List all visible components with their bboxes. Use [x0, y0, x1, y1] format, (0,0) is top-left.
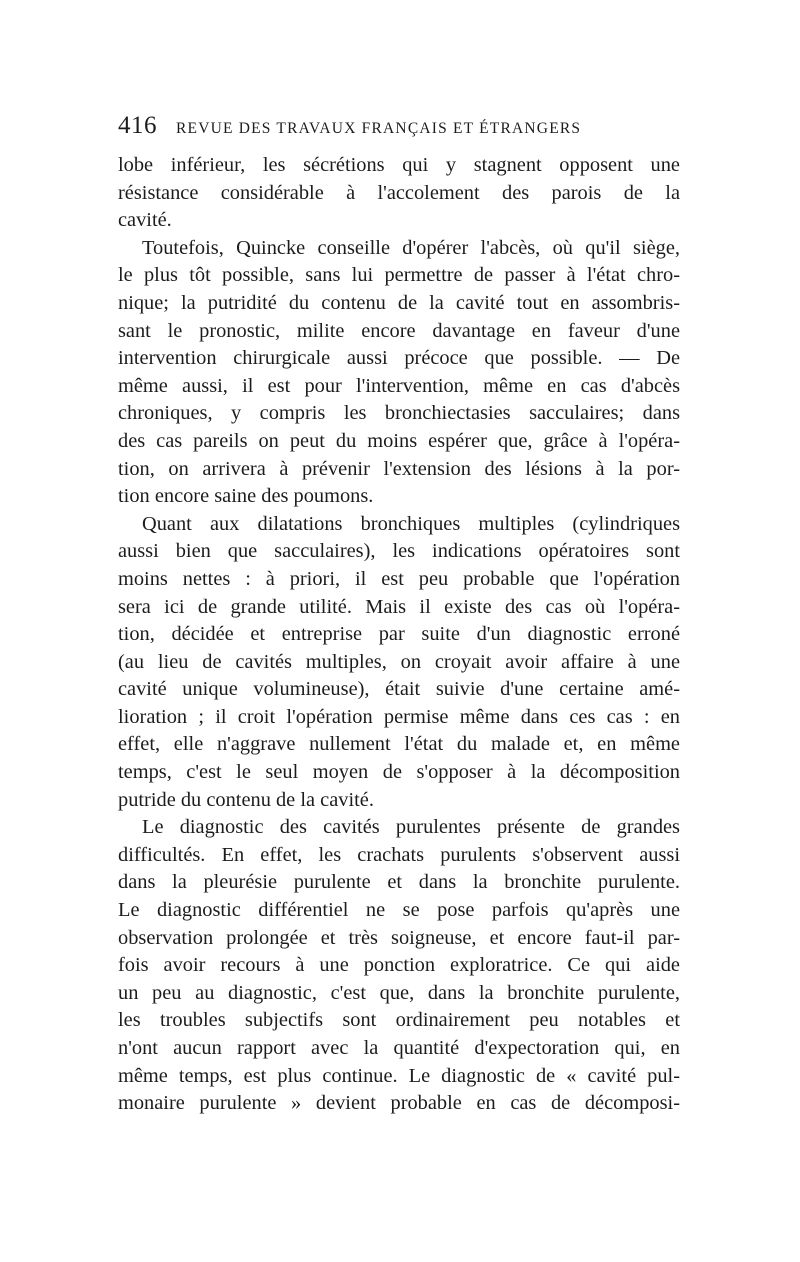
text-line: n'ont aucun rapport avec la quantité d'expectoration qui, en [118, 1037, 680, 1059]
text-line: difficultés. En effet, les crachats purulents s'observent aussi [118, 843, 680, 866]
text-line: des cas pareils on peut du moins espérer que, grâce à l'opéra- [118, 429, 680, 452]
text-line: un peu au diagnostic, c'est que, dans la bronchite purulente, [118, 981, 680, 1004]
text-line: les troubles subjectifs sont ordinairement peu notables et [118, 1009, 680, 1032]
page-header [118, 112, 680, 146]
text-line: le plus tôt possible, sans lui permettre de passer à l'état chro- [118, 264, 680, 287]
text-line: observation prolongée et très soigneuse, et encore faut-il par- [118, 926, 680, 949]
text-line: lioration ; il croit l'opération permise même dans ces cas : en [118, 705, 680, 728]
text-line: nique; la putridité du contenu de la cavité tout en assombris- [118, 291, 680, 314]
text-line: intervention chirurgicale aussi précoce que possible. — De [118, 347, 680, 370]
text-line: monaire purulente » devient probable en cas de décomposi- [118, 1092, 680, 1115]
text-line: (au lieu de cavités multiples, on croyait avoir affaire à une [118, 650, 680, 673]
text-line: cavité unique volumineuse), était suivie d'une certaine amé- [118, 678, 680, 701]
text-line: résistance considérable à l'accolement des parois de la [118, 181, 680, 204]
text-line: moins nettes : à priori, il est peu probable que l'opération [118, 567, 680, 590]
text-line: sera ici de grande utilité. Mais il existe des cas où l'opéra- [118, 595, 680, 618]
text-line: effet, elle n'aggrave nullement l'état du malade et, en même [118, 733, 680, 756]
page-number: 416 [118, 112, 157, 139]
running-head: REVUE DES TRAVAUX FRANÇAIS ET ÉTRANGERS [176, 120, 582, 137]
text-line: cavité. [118, 209, 172, 232]
body-text [118, 152, 680, 1118]
paragraph [118, 235, 680, 511]
text-line: tion, on arrivera à prévenir l'extension des lésions à la por- [118, 457, 680, 480]
text-line: même aussi, il est pour l'intervention, même en cas d'abcès [118, 374, 680, 397]
text-line: Quant aux dilatations bronchiques multiples (cylindriques [142, 512, 680, 535]
text-line: sant le pronostic, milite encore davantage en faveur d'une [118, 319, 680, 342]
text-line: putride du contenu de la cavité. [118, 788, 374, 811]
text-line: lobe inférieur, les sécrétions qui y stagnent opposent une [118, 154, 680, 176]
paragraph [118, 152, 680, 235]
text-line: dans la pleurésie purulente et dans la bronchite purulente. [118, 871, 680, 894]
text-line: fois avoir recours à une ponction exploratrice. Ce qui aide [118, 954, 680, 977]
text-line: Le diagnostic différentiel ne se pose parfois qu'après une [118, 899, 680, 922]
text-line: tion, décidée et entreprise par suite d'un diagnostic erroné [118, 623, 680, 646]
text-line: tion encore saine des poumons. [118, 485, 374, 508]
text-line: Le diagnostic des cavités purulentes présente de grandes [142, 816, 680, 839]
text-line: aussi bien que sacculaires), les indications opératoires sont [118, 540, 680, 563]
text-line: chroniques, y compris les bronchiectasies sacculaires; dans [118, 402, 680, 425]
paragraph [118, 814, 680, 1118]
paragraph [118, 511, 680, 815]
text-line: Toutefois, Quincke conseille d'opérer l'abcès, où qu'il siège, [142, 236, 680, 259]
text-line: temps, c'est le seul moyen de s'opposer à la décomposition [118, 761, 680, 784]
text-line: même temps, est plus continue. Le diagnostic de « cavité pul- [118, 1064, 680, 1087]
